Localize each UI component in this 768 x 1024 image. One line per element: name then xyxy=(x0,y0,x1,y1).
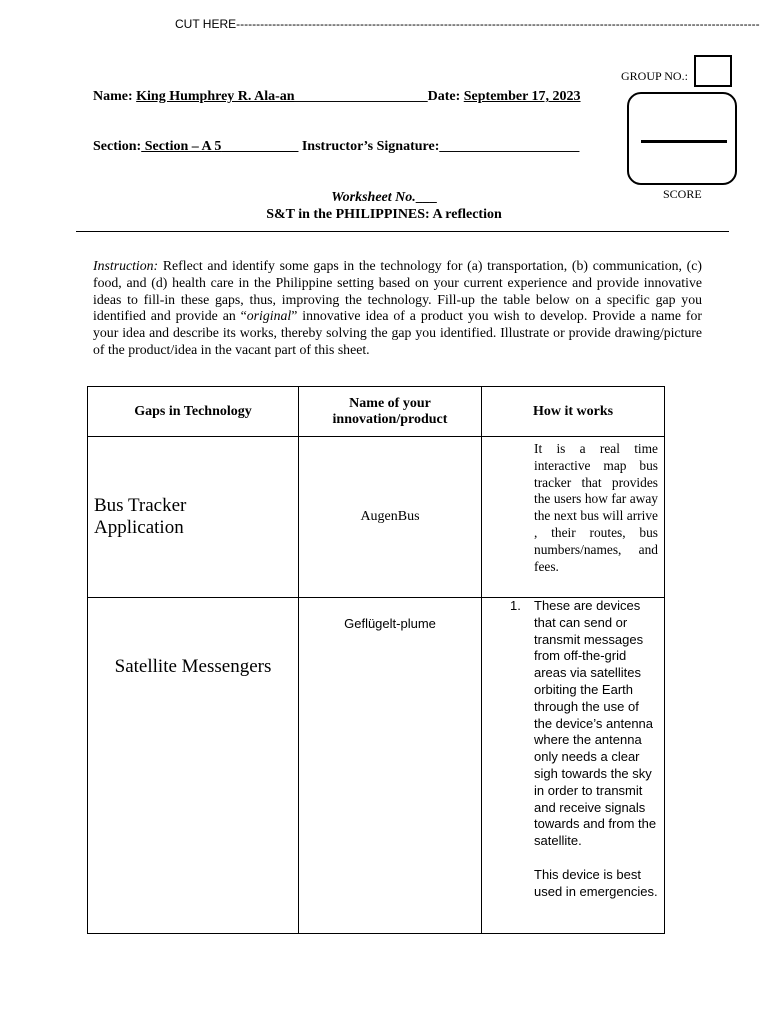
gap-cell: Satellite Messengers xyxy=(88,598,299,934)
table-row xyxy=(88,598,665,934)
how-description: These are devices that can send or transmit messages from off-the-grid areas via satellites orbiting the Earth through the use of the device’s antenna where the antenna only needs a clear sigh towards the sky in order to transmit and receive signals towards and from the satellite. xyxy=(534,598,657,849)
list-number: 1. xyxy=(510,598,521,613)
worksheet-label: Worksheet No. xyxy=(331,190,416,205)
section-signature-row xyxy=(93,139,579,155)
title-divider xyxy=(76,231,729,232)
section-underline: ___________ xyxy=(221,139,299,154)
header-how: How it works xyxy=(482,387,665,437)
innovation-table xyxy=(87,386,665,934)
date-value: September 17, 2023 xyxy=(463,89,581,104)
instruction-paragraph: Instruction: Reflect and identify some gaps in the technology for (a) transportation, (b) communication, (c) food, and (d) health care in the Philippine setting based on your current experience and provide innovative ideas to fill-in these gaps, thus, improving the technology. Fill-up the table below on a specific gap you identified and provide an “original” innovative idea of a product you wish to develop. Provide a name for your idea and describe its works, thereby solving the gap you identified. Illustrate or provide drawing/picture of the product/idea in the vacant part of this sheet. xyxy=(93,258,702,357)
worksheet-subtitle: S&T in the PHILIPPINES: A reflection xyxy=(266,207,502,222)
section-label: Section: xyxy=(93,139,142,154)
product-name-cell: AugenBus xyxy=(299,437,482,598)
header-name: Name of your innovation/product xyxy=(299,387,482,437)
group-number-box xyxy=(694,55,732,87)
group-number-label: GROUP NO.: xyxy=(621,69,688,83)
product-name-cell: Geflügelt-plume xyxy=(299,598,482,934)
name-underline: ___________________ xyxy=(294,89,428,104)
score-box xyxy=(627,92,737,185)
name-label: Name: xyxy=(93,89,133,104)
worksheet-title xyxy=(0,190,768,206)
score-line xyxy=(641,140,727,143)
name-date-row xyxy=(93,89,581,105)
gap-cell: Bus Tracker Application xyxy=(88,437,299,598)
date-label: Date: xyxy=(427,89,461,104)
how-note: This device is best used in emergencies. xyxy=(534,866,658,899)
how-cell: It is a real time interactive map bus tracker that provides the users how far away the next bus will arrive , their routes, bus numbers/names, and fees. xyxy=(482,437,665,598)
instruction-label: Instruction: xyxy=(93,258,159,273)
signature-line: ____________________ xyxy=(439,139,580,154)
cut-here-line: CUT HERE----------------------------------------------------------------------------------------------------------------------------------- xyxy=(175,17,760,31)
header-gaps: Gaps in Technology xyxy=(88,387,299,437)
signature-label: Instructor’s Signature: xyxy=(301,139,440,154)
how-cell xyxy=(482,598,665,934)
section-value: Section – A 5 xyxy=(141,139,222,154)
table-row xyxy=(88,437,665,598)
table-header-row xyxy=(88,387,665,437)
score-label: SCORE xyxy=(663,187,702,201)
worksheet-number-blank: ___ xyxy=(415,190,437,205)
name-value: King Humphrey R. Ala-an xyxy=(136,89,295,104)
